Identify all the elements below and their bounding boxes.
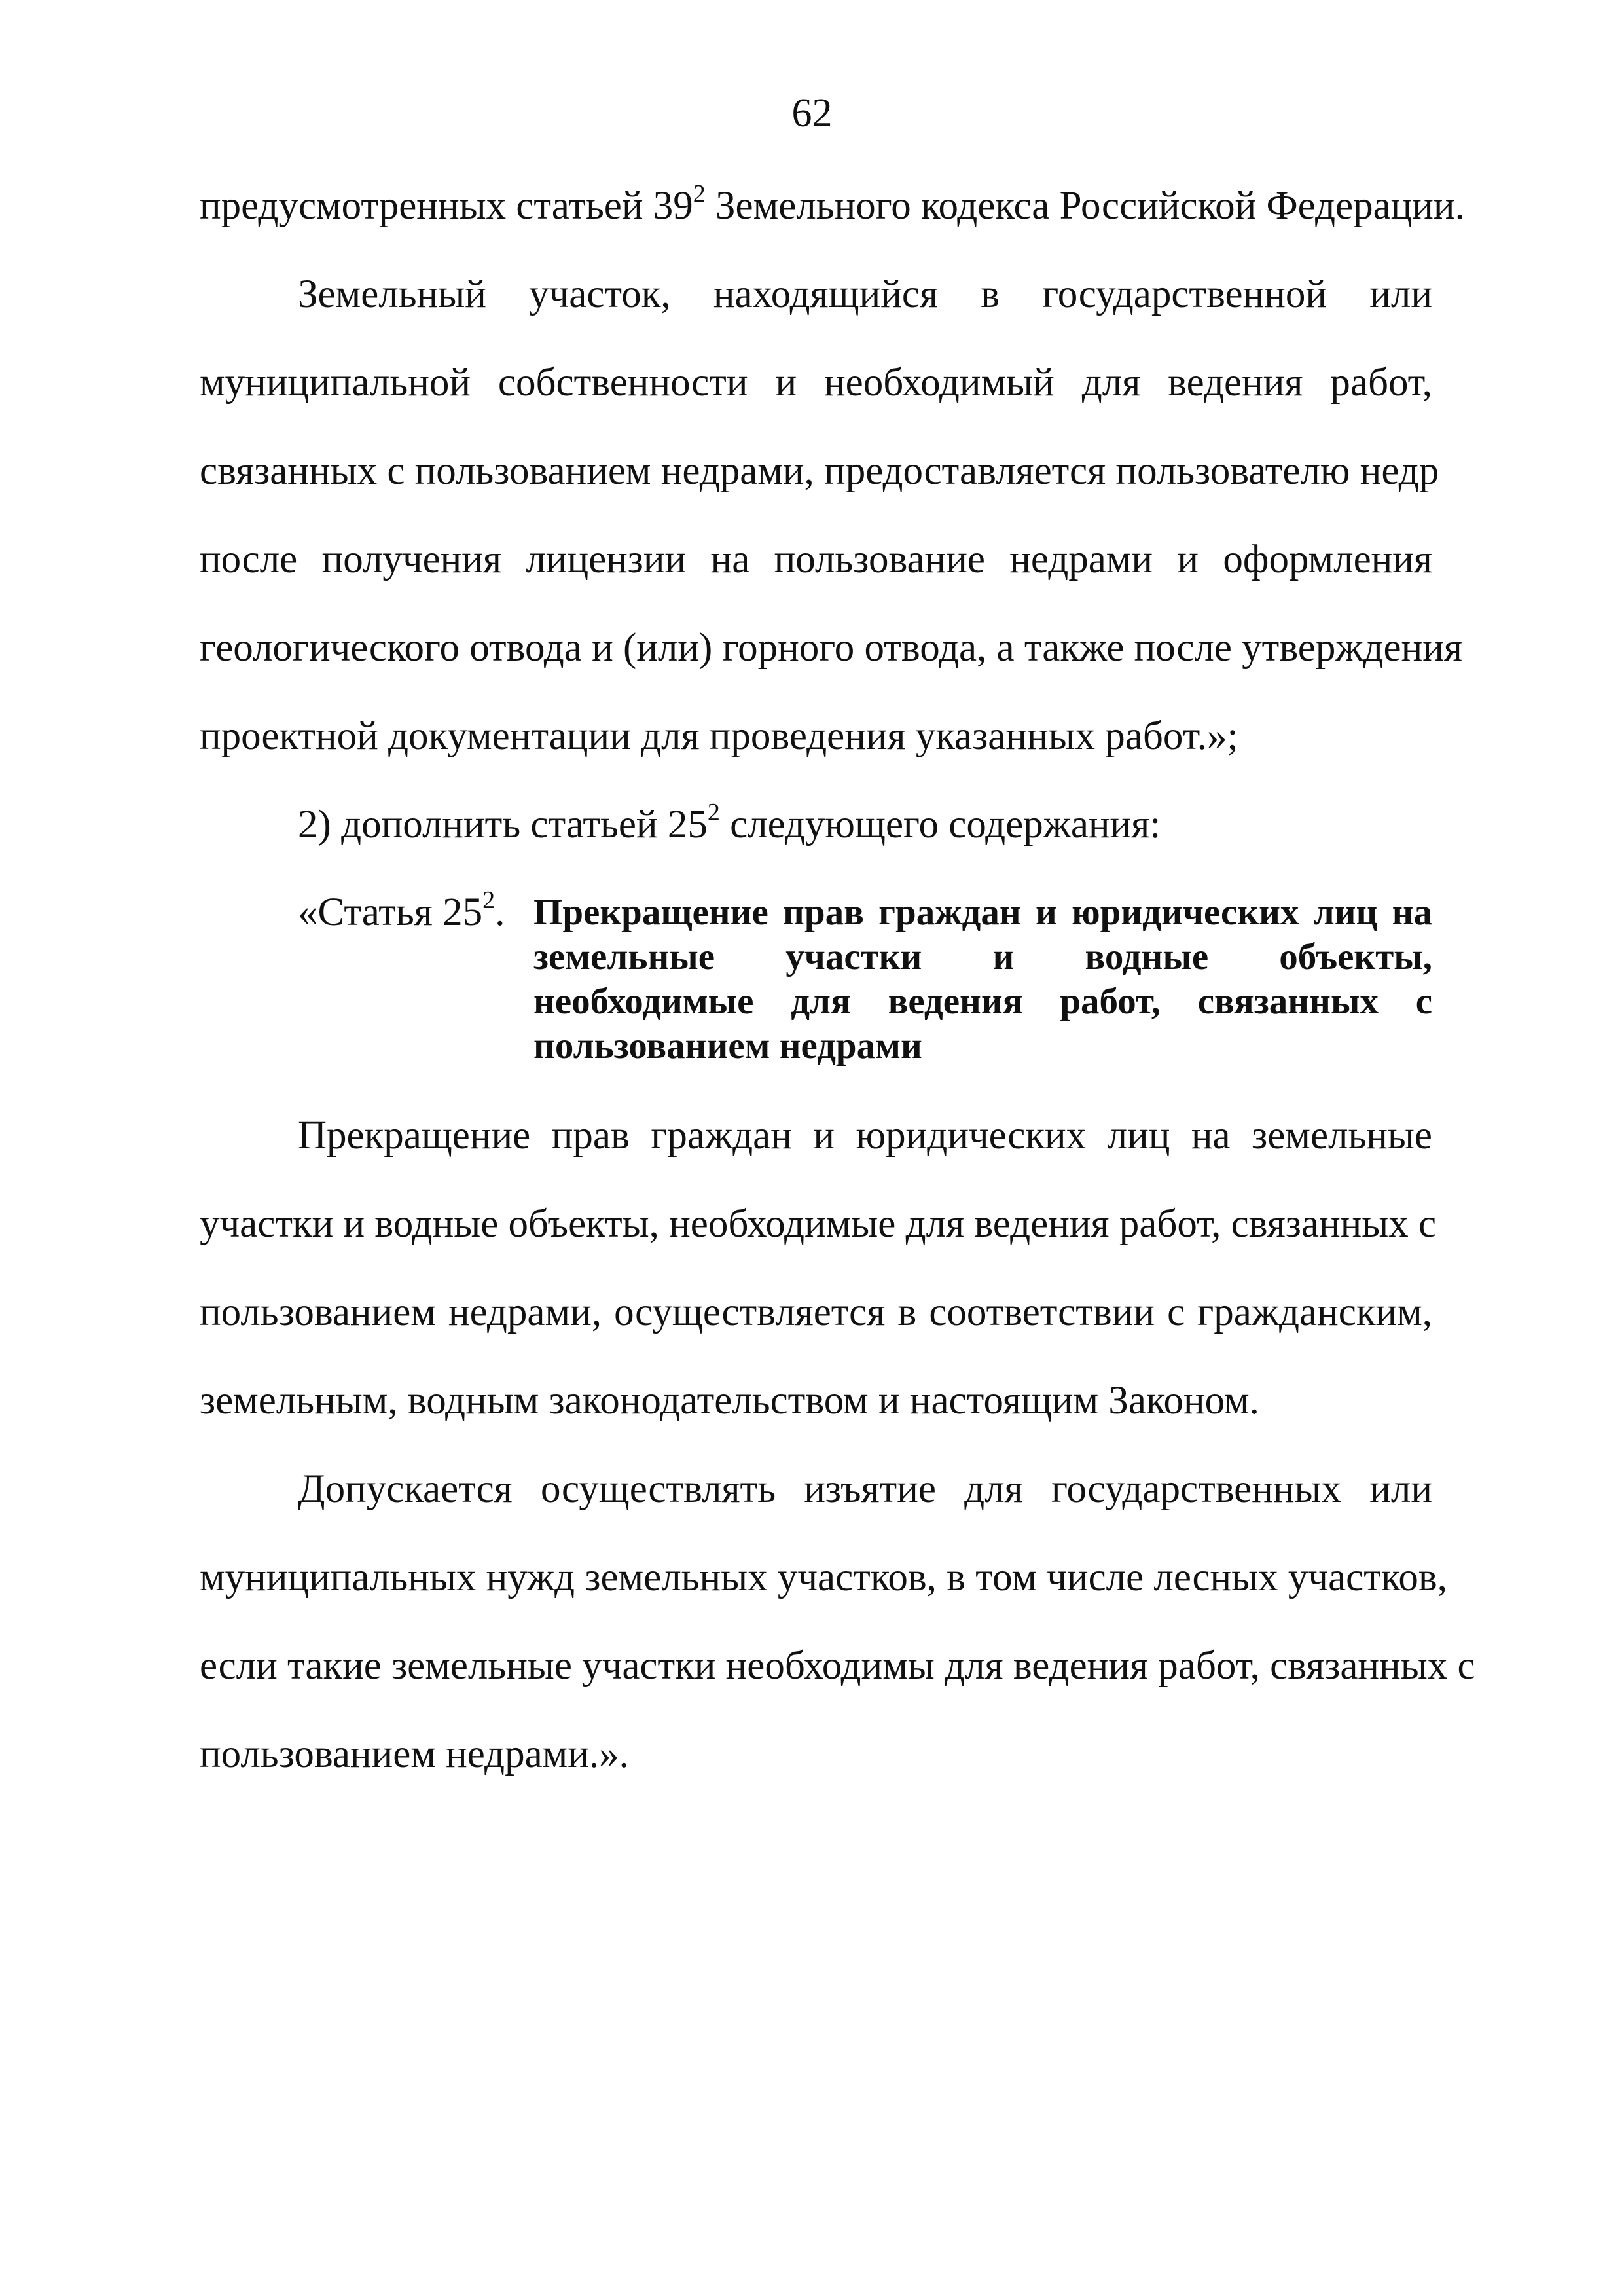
paragraph-line: связанных с пользованием недрами, предоставляется пользователю недр (200, 449, 1439, 493)
article-title (533, 890, 1432, 1113)
superscript: 2 (707, 799, 720, 826)
superscript: 2 (693, 180, 706, 208)
paragraph-line: Прекращение прав граждан и юридических лиц на земельные (298, 1114, 1432, 1157)
article-title-line: необходимые для ведения работ, связанных с (533, 981, 1432, 1022)
paragraph-line: муниципальной собственности и необходимый для ведения работ, (200, 361, 1432, 405)
paragraph-line: Допускается осуществлять изъятие для государственных или (298, 1467, 1432, 1511)
page-number: 62 (791, 91, 833, 136)
superscript: 2 (482, 886, 496, 914)
article-title-line: пользованием недрами (533, 1025, 922, 1066)
paragraph-line: после получения лицензии на пользование недрами и оформления (200, 538, 1432, 581)
paragraph-continuation (200, 180, 1465, 272)
paragraph-line: участки и водные объекты, необходимые для ведения работ, связанных с (200, 1202, 1437, 1246)
article-title-line: Прекращение прав граждан и юридических лиц на (533, 892, 1432, 933)
paragraph-line: пользованием недрами, осуществляется в соответствии с гражданским, (200, 1290, 1432, 1334)
text: 2) дополнить статьей 25 (298, 803, 708, 847)
paragraph-line: Земельный участок, находящийся в государственной или (298, 272, 1432, 316)
paragraph-line: муниципальных нужд земельных участков, в том числе лесных участков, (200, 1556, 1447, 1599)
paragraph-line: земельным, водным законодательством и настоящим Законом. (200, 1379, 1259, 1423)
paragraph-line: проектной документации для проведения указанных работ.»; (200, 714, 1238, 758)
text: предусмотренных статьей 39 (200, 184, 693, 228)
text: следующего содержания: (719, 803, 1161, 847)
paragraph-line: геологического отвода и (или) горного отвода, а также после утверждения (200, 626, 1462, 670)
paragraph-line: пользованием недрами.». (200, 1732, 629, 1776)
text: «Статья 25 (298, 890, 483, 934)
article-label (200, 886, 533, 1113)
amendment-item (200, 799, 1432, 890)
paragraph-line: если такие земельные участки необходимы для ведения работ, связанных с (200, 1644, 1475, 1688)
text: Земельного кодекса Российской Федерации. (705, 184, 1465, 228)
document-body (200, 180, 1475, 1820)
text: . (495, 890, 505, 934)
article-title-line: земельные участки и водные объекты, (533, 936, 1432, 977)
article-heading (200, 886, 1432, 1113)
